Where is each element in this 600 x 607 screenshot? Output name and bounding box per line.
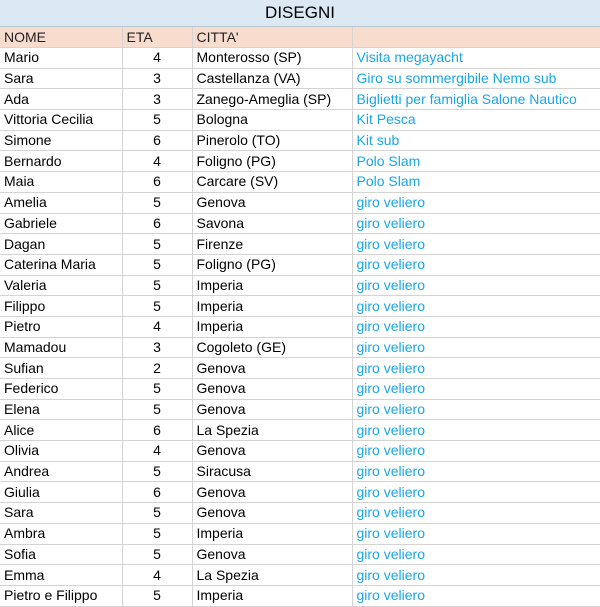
cell-age[interactable]: 6 xyxy=(122,130,192,151)
cell-age[interactable]: 5 xyxy=(122,399,192,420)
cell-prize[interactable]: giro veliero xyxy=(352,275,600,296)
table-row xyxy=(0,358,600,379)
table-row xyxy=(0,89,600,110)
cell-name[interactable]: Caterina Maria xyxy=(0,254,122,275)
cell-prize[interactable]: Polo Slam xyxy=(352,151,600,172)
cell-prize[interactable]: giro veliero xyxy=(352,296,600,317)
cell-name[interactable]: Bernardo xyxy=(0,151,122,172)
header-prize[interactable] xyxy=(352,27,600,48)
cell-city[interactable]: Bologna xyxy=(192,110,352,131)
table-row xyxy=(0,544,600,565)
table-row xyxy=(0,420,600,441)
cell-age[interactable]: 4 xyxy=(122,151,192,172)
table-row xyxy=(0,275,600,296)
cell-prize[interactable]: giro veliero xyxy=(352,420,600,441)
cell-age[interactable]: 6 xyxy=(122,213,192,234)
cell-city[interactable]: Genova xyxy=(192,399,352,420)
cell-age[interactable]: 5 xyxy=(122,503,192,524)
table-row xyxy=(0,316,600,337)
cell-prize[interactable]: Kit Pesca xyxy=(352,110,600,131)
cell-age[interactable]: 5 xyxy=(122,275,192,296)
cell-age[interactable]: 6 xyxy=(122,420,192,441)
cell-age[interactable]: 5 xyxy=(122,544,192,565)
header-name[interactable]: NOME xyxy=(0,27,122,48)
table-row xyxy=(0,254,600,275)
cell-city[interactable]: Genova xyxy=(192,192,352,213)
cell-age[interactable]: 5 xyxy=(122,234,192,255)
cell-name[interactable]: Pietro xyxy=(0,316,122,337)
cell-city[interactable]: Savona xyxy=(192,213,352,234)
cell-city[interactable]: Siracusa xyxy=(192,461,352,482)
cell-prize[interactable]: Polo Slam xyxy=(352,172,600,193)
cell-prize[interactable]: giro veliero xyxy=(352,379,600,400)
cell-name[interactable]: Valeria xyxy=(0,275,122,296)
cell-city[interactable]: Pinerolo (TO) xyxy=(192,130,352,151)
cell-city[interactable]: Zanego-Ameglia (SP) xyxy=(192,89,352,110)
cell-prize[interactable]: giro veliero xyxy=(352,254,600,275)
cell-city[interactable]: Genova xyxy=(192,358,352,379)
table-row xyxy=(0,337,600,358)
table-row xyxy=(0,585,600,606)
cell-age[interactable]: 6 xyxy=(122,482,192,503)
cell-prize[interactable]: giro veliero xyxy=(352,565,600,586)
cell-age[interactable]: 5 xyxy=(122,110,192,131)
cell-prize[interactable]: giro veliero xyxy=(352,399,600,420)
cell-name[interactable]: Amelia xyxy=(0,192,122,213)
table-row xyxy=(0,130,600,151)
cell-age[interactable]: 5 xyxy=(122,523,192,544)
cell-name[interactable]: Sara xyxy=(0,68,122,89)
cell-age[interactable]: 4 xyxy=(122,441,192,462)
cell-prize[interactable]: Giro su sommergibile Nemo sub xyxy=(352,68,600,89)
cell-age[interactable]: 5 xyxy=(122,296,192,317)
cell-city[interactable]: Cogoleto (GE) xyxy=(192,337,352,358)
sheet-title: DISEGNI xyxy=(0,0,600,27)
cell-name[interactable]: Simone xyxy=(0,130,122,151)
cell-name[interactable]: Federico xyxy=(0,379,122,400)
cell-prize[interactable]: giro veliero xyxy=(352,544,600,565)
cell-name[interactable]: Mario xyxy=(0,48,122,69)
cell-age[interactable]: 4 xyxy=(122,48,192,69)
table-row xyxy=(0,296,600,317)
cell-city[interactable]: Monterosso (SP) xyxy=(192,48,352,69)
cell-name[interactable]: Mamadou xyxy=(0,337,122,358)
cell-prize[interactable]: Kit sub xyxy=(352,130,600,151)
table-row xyxy=(0,213,600,234)
cell-city[interactable]: Imperia xyxy=(192,585,352,606)
table-row xyxy=(0,68,600,89)
cell-age[interactable]: 2 xyxy=(122,358,192,379)
cell-age[interactable]: 3 xyxy=(122,89,192,110)
cell-city[interactable]: La Spezia xyxy=(192,420,352,441)
cell-city[interactable]: Castellanza (VA) xyxy=(192,68,352,89)
table-body xyxy=(0,48,600,607)
header-row xyxy=(0,27,600,48)
cell-name[interactable]: Andrea xyxy=(0,461,122,482)
cell-name[interactable]: Ambra xyxy=(0,523,122,544)
cell-age[interactable]: 5 xyxy=(122,585,192,606)
cell-city[interactable]: Imperia xyxy=(192,296,352,317)
cell-prize[interactable]: giro veliero xyxy=(352,358,600,379)
table-row xyxy=(0,503,600,524)
cell-prize[interactable]: giro veliero xyxy=(352,585,600,606)
header-age[interactable]: ETA xyxy=(122,27,192,48)
drawings-table xyxy=(0,27,600,607)
header-city[interactable]: CITTA' xyxy=(192,27,352,48)
cell-city[interactable]: Genova xyxy=(192,482,352,503)
table-row xyxy=(0,110,600,131)
cell-age[interactable]: 4 xyxy=(122,316,192,337)
cell-age[interactable]: 5 xyxy=(122,461,192,482)
cell-prize[interactable]: giro veliero xyxy=(352,482,600,503)
cell-prize[interactable]: giro veliero xyxy=(352,234,600,255)
cell-city[interactable]: Imperia xyxy=(192,316,352,337)
cell-name[interactable]: Olivia xyxy=(0,441,122,462)
cell-name[interactable]: Maia xyxy=(0,172,122,193)
cell-prize[interactable]: giro veliero xyxy=(352,337,600,358)
cell-name[interactable]: Dagan xyxy=(0,234,122,255)
table-row xyxy=(0,192,600,213)
cell-age[interactable]: 5 xyxy=(122,192,192,213)
cell-city[interactable]: Firenze xyxy=(192,234,352,255)
cell-age[interactable]: 3 xyxy=(122,68,192,89)
table-row xyxy=(0,482,600,503)
cell-name[interactable]: Emma xyxy=(0,565,122,586)
cell-name[interactable]: Pietro e Filippo xyxy=(0,585,122,606)
table-row xyxy=(0,172,600,193)
cell-city[interactable]: Genova xyxy=(192,544,352,565)
table-row xyxy=(0,234,600,255)
cell-prize[interactable]: giro veliero xyxy=(352,441,600,462)
table-row xyxy=(0,441,600,462)
cell-age[interactable]: 5 xyxy=(122,254,192,275)
table-row xyxy=(0,565,600,586)
table-row xyxy=(0,461,600,482)
cell-name[interactable]: Giulia xyxy=(0,482,122,503)
cell-name[interactable]: Filippo xyxy=(0,296,122,317)
cell-city[interactable]: Foligno (PG) xyxy=(192,151,352,172)
cell-prize[interactable]: giro veliero xyxy=(352,523,600,544)
cell-name[interactable]: Gabriele xyxy=(0,213,122,234)
cell-prize[interactable]: giro veliero xyxy=(352,192,600,213)
cell-age[interactable]: 5 xyxy=(122,379,192,400)
cell-name[interactable]: Sara xyxy=(0,503,122,524)
cell-prize[interactable]: giro veliero xyxy=(352,213,600,234)
cell-prize[interactable]: giro veliero xyxy=(352,503,600,524)
cell-prize[interactable]: giro veliero xyxy=(352,461,600,482)
cell-city[interactable]: Carcare (SV) xyxy=(192,172,352,193)
table-row xyxy=(0,379,600,400)
cell-name[interactable]: Sofia xyxy=(0,544,122,565)
cell-city[interactable]: La Spezia xyxy=(192,565,352,586)
cell-age[interactable]: 4 xyxy=(122,565,192,586)
table-row xyxy=(0,151,600,172)
cell-city[interactable]: Imperia xyxy=(192,523,352,544)
cell-age[interactable]: 3 xyxy=(122,337,192,358)
cell-name[interactable]: Sufian xyxy=(0,358,122,379)
table-row xyxy=(0,48,600,69)
cell-name[interactable]: Ada xyxy=(0,89,122,110)
cell-city[interactable]: Genova xyxy=(192,441,352,462)
cell-age[interactable]: 6 xyxy=(122,172,192,193)
cell-prize[interactable]: Biglietti per famiglia Salone Nautico xyxy=(352,89,600,110)
table-row xyxy=(0,523,600,544)
cell-city[interactable]: Genova xyxy=(192,379,352,400)
cell-prize[interactable]: Visita megayacht xyxy=(352,48,600,69)
table-row xyxy=(0,399,600,420)
cell-city[interactable]: Foligno (PG) xyxy=(192,254,352,275)
cell-name[interactable]: Alice xyxy=(0,420,122,441)
cell-prize[interactable]: giro veliero xyxy=(352,316,600,337)
cell-name[interactable]: Elena xyxy=(0,399,122,420)
cell-city[interactable]: Imperia xyxy=(192,275,352,296)
cell-city[interactable]: Genova xyxy=(192,503,352,524)
cell-name[interactable]: Vittoria Cecilia xyxy=(0,110,122,131)
